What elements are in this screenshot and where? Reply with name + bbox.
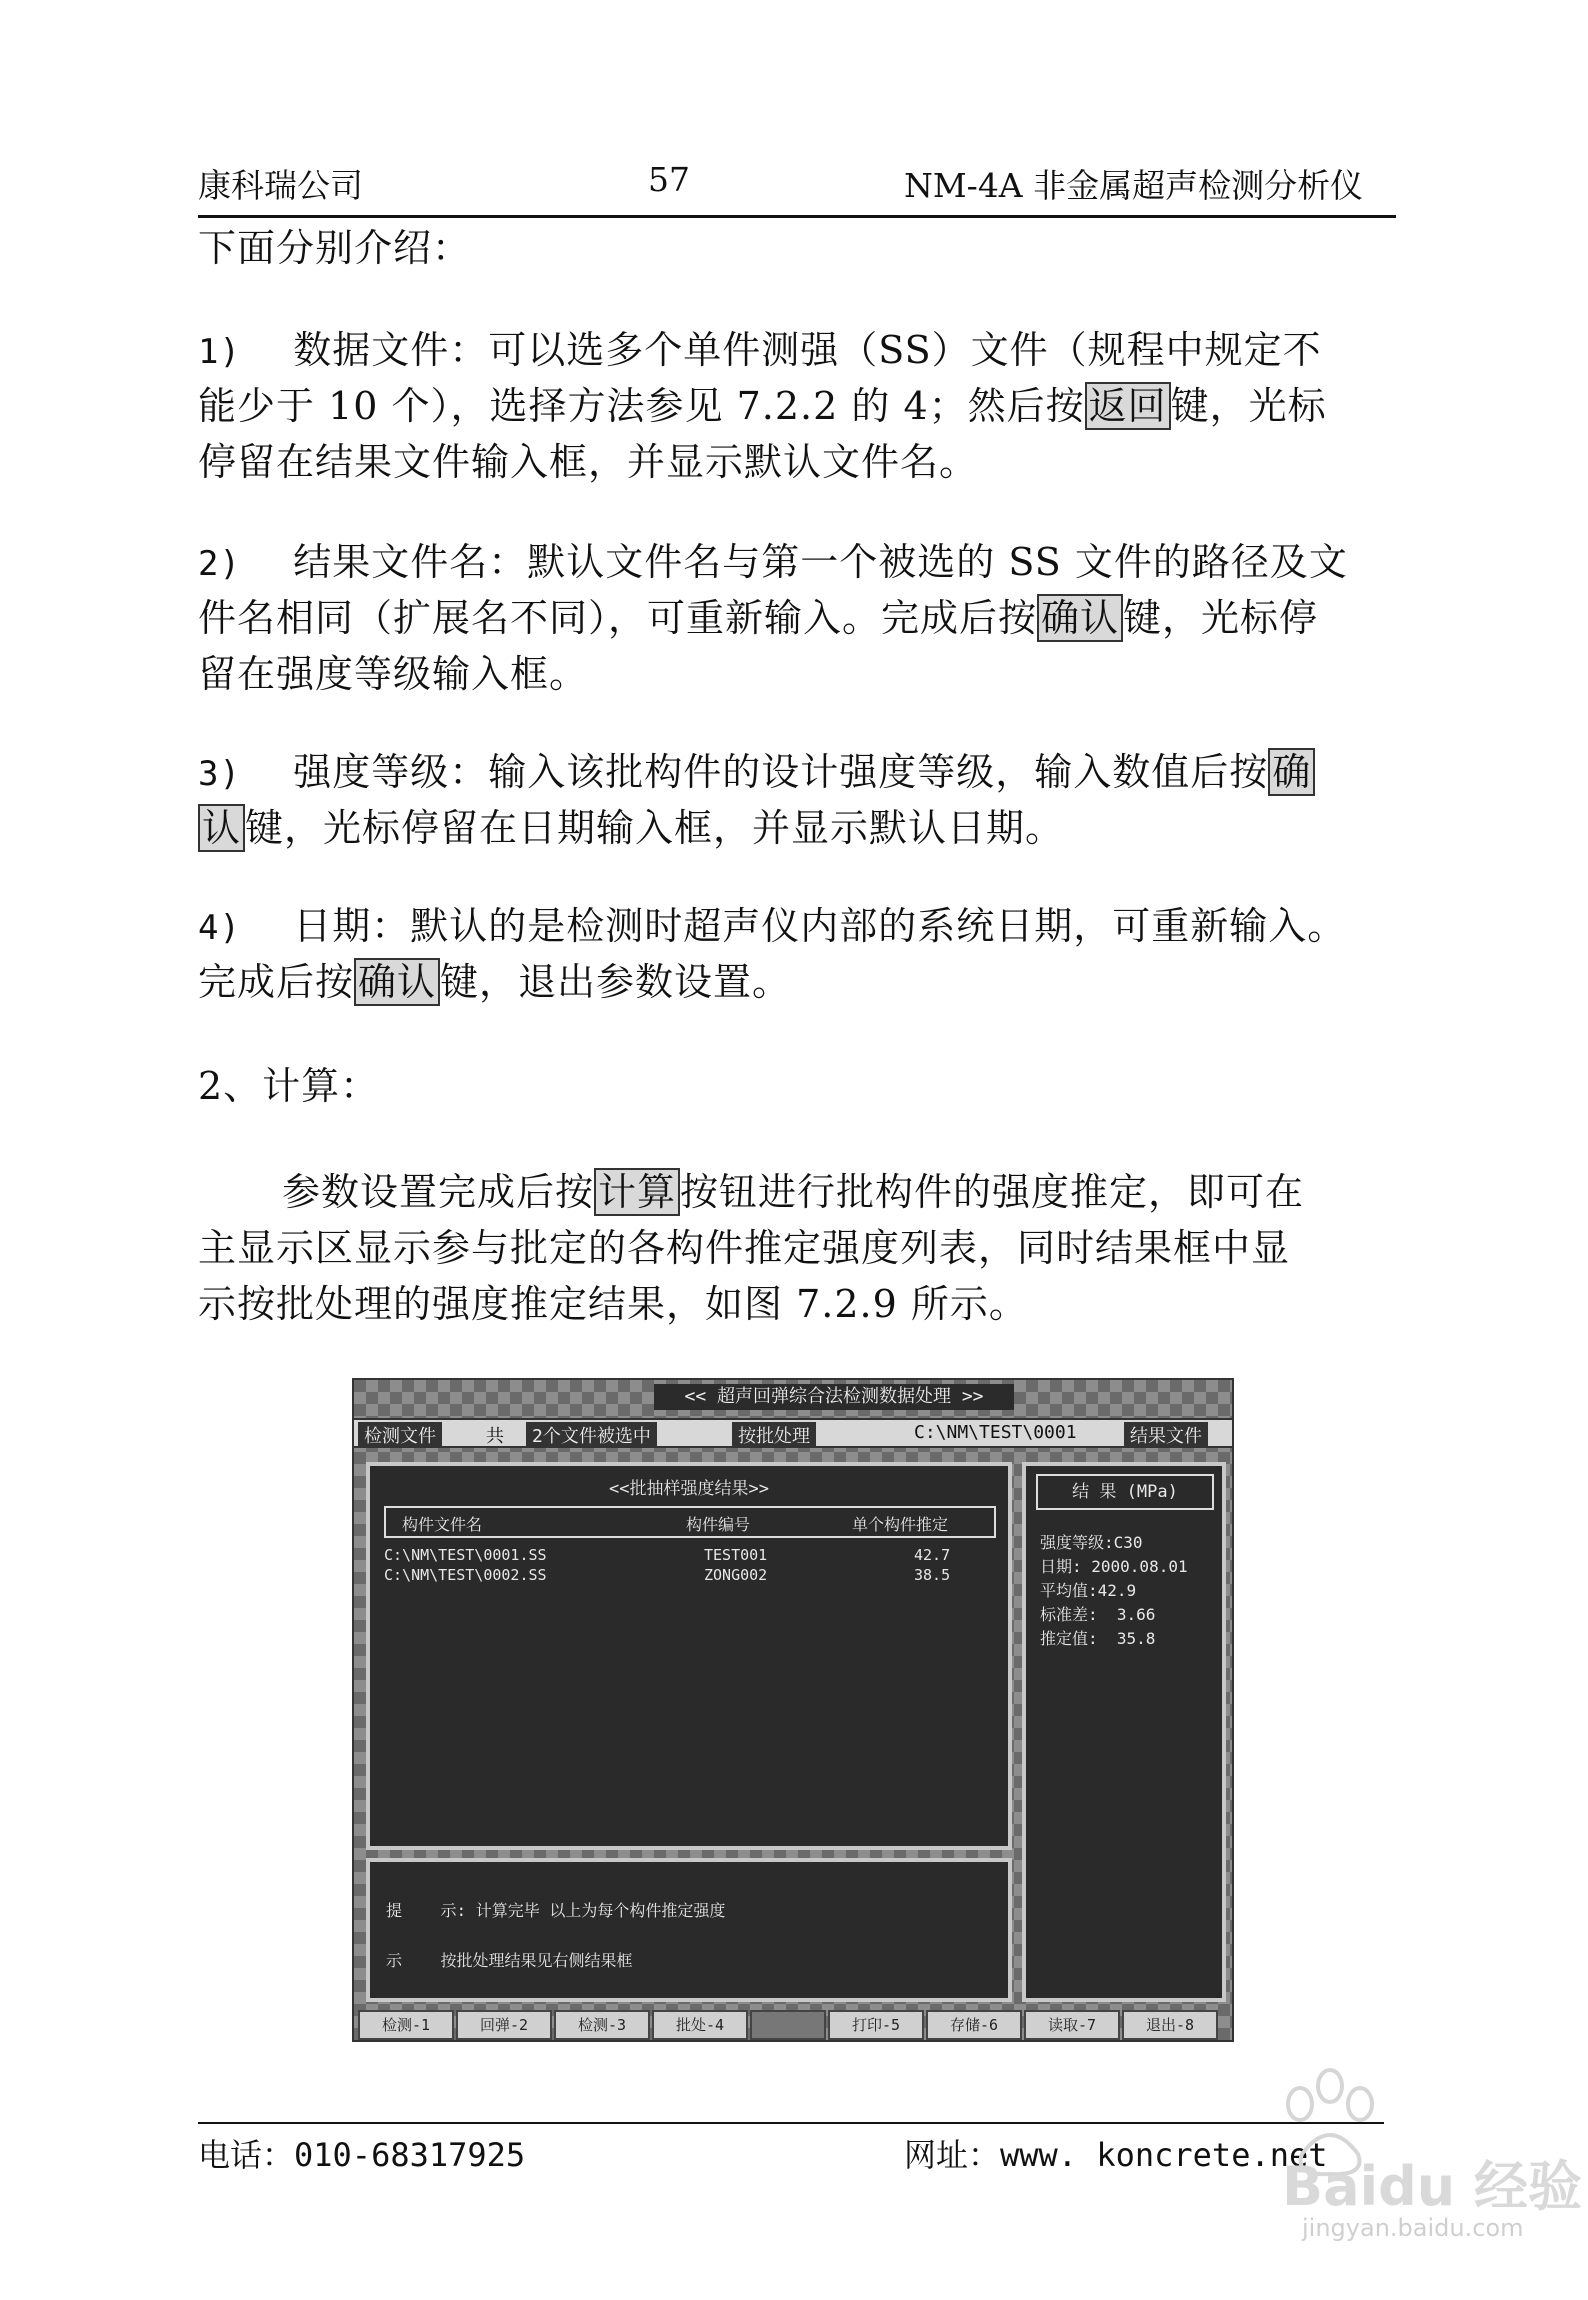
item1-line1: 1) 数据文件：可以选多个单件测强（SS）文件（规程中规定不	[198, 328, 1322, 372]
return-key-label: 返回	[1085, 382, 1171, 430]
fkey-2[interactable]: 回弹-2	[456, 2010, 552, 2040]
fkey-5[interactable]: 打印-5	[828, 2010, 924, 2040]
para-line2: 主显示区显示参与批定的各构件推定强度列表，同时结果框中显	[198, 1226, 1291, 1270]
confirm-key-label: 确认	[1037, 594, 1123, 642]
item4-number: 4)	[198, 908, 241, 948]
menu-result-file[interactable]: 结果文件	[1124, 1422, 1208, 1448]
fkey-1[interactable]: 检测-1	[358, 2010, 454, 2040]
header-page-number: 57	[648, 160, 690, 199]
item3-number: 3)	[198, 754, 241, 794]
figure-result-panel	[1022, 1462, 1226, 2002]
item3-line2: 认 键，光标停留在日期输入框，并显示默认日期。	[198, 800, 1398, 856]
item4-line2: 完成后按 确认 键，退出参数设置。	[198, 960, 792, 1004]
footer-rule	[198, 2122, 1384, 2124]
item2-line2: 件名相同（扩展名不同），可重新输入。完成后按 确认 键，光标停	[198, 596, 1319, 640]
fkey-6[interactable]: 存储-6	[926, 2010, 1022, 2040]
confirm-key-label: 确认	[354, 958, 440, 1006]
item4-line1: 4) 日期：默认的是检测时超声仪内部的系统日期，可重新输入。	[198, 904, 1347, 948]
fkey-8[interactable]: 退出-8	[1122, 2010, 1218, 2040]
result-mean: 平均值:42.9	[1040, 1581, 1137, 1600]
table-row[interactable]: C:\NM\TEST\0001.SS TEST001 42.7	[384, 1546, 951, 1564]
figure-screenshot	[352, 1378, 1234, 2042]
menu-total: 共	[486, 1426, 504, 1447]
fkey-7[interactable]: 读取-7	[1024, 2010, 1120, 2040]
header-company: 康科瑞公司	[198, 166, 363, 205]
para-line1: 参数设置完成后按 计算 按钮进行批构件的强度推定，即可在	[282, 1170, 1305, 1214]
message-line1: 提 示: 计算完毕 以上为每个构件推定强度	[386, 1901, 726, 1920]
watermark-url: jingyan.baidu.com	[1302, 2214, 1524, 2242]
intro-text: 下面分别介绍：	[198, 226, 472, 270]
menu-batch[interactable]: 按批处理	[732, 1422, 816, 1448]
confirm-key-label-part1: 确	[1268, 748, 1315, 796]
footer-website: 网址：www. koncrete.net	[904, 2136, 1328, 2174]
item2-line3: 留在强度等级输入框。	[198, 652, 589, 696]
figure-main-panel	[366, 1462, 1012, 1850]
watermark-brand: Baidu 经验	[1282, 2155, 1583, 2218]
main-table-header	[384, 1506, 996, 1538]
item1-line2: 能少于 10 个），选择方法参见 7.2.2 的 4；然后按 返回 键，光标	[198, 384, 1327, 428]
result-estimate: 推定值: 35.8	[1040, 1629, 1156, 1648]
para-line3: 示按批处理的强度推定结果，如图 7.2.9 所示。	[198, 1282, 1028, 1326]
result-date: 日期: 2000.08.01	[1040, 1557, 1188, 1576]
header-product: NM-4A 非金属超声检测分析仪	[904, 166, 1364, 205]
figure-menu-bar	[354, 1418, 1232, 1448]
fkey-blank	[750, 2010, 826, 2040]
figure-title: << 超声回弹综合法检测数据处理 >>	[654, 1384, 1014, 1410]
message-line2: 示 按批处理结果见右侧结果框	[386, 1951, 633, 1970]
item2-line1: 2) 结果文件名：默认文件名与第一个被选的 SS 文件的路径及文	[198, 540, 1348, 584]
main-panel-title: <<批抽样强度结果>>	[609, 1479, 769, 1499]
figure-message-panel	[366, 1858, 1012, 2002]
section2-heading: 2、计算：	[198, 1064, 380, 1108]
item1-line3: 停留在结果文件输入框，并显示默认文件名。	[198, 440, 979, 484]
fkey-3[interactable]: 检测-3	[554, 2010, 650, 2040]
result-grade: 强度等级:C30	[1040, 1533, 1143, 1552]
fkey-4[interactable]: 批处-4	[652, 2010, 748, 2040]
footer-phone: 电话：010-68317925	[198, 2136, 526, 2174]
menu-data-file[interactable]: 检测文件	[358, 1422, 442, 1448]
item3-line1: 3) 强度等级：输入该批构件的设计强度等级，输入数值后按 确	[198, 744, 1398, 802]
col-member-id: 构件编号	[686, 1515, 751, 1534]
header-rule	[198, 215, 1396, 218]
item1-number: 1)	[198, 332, 241, 372]
figure-function-keys	[354, 2008, 1232, 2042]
result-title: 结 果 (MPa)	[1036, 1474, 1214, 1510]
col-strength: 单个构件推定	[852, 1515, 949, 1534]
item2-number: 2)	[198, 544, 241, 584]
baidu-watermark	[1262, 2064, 1583, 2254]
result-stddev: 标准差: 3.66	[1040, 1605, 1156, 1624]
col-file-name: 构件文件名	[402, 1515, 483, 1534]
calculate-key-label: 计算	[594, 1168, 680, 1216]
menu-selected-count: 2个文件被选中	[526, 1422, 657, 1448]
menu-path: C:\NM\TEST\0001	[914, 1422, 1077, 1443]
table-row[interactable]: C:\NM\TEST\0002.SS ZONG002 38.5	[384, 1566, 951, 1584]
confirm-key-label-part2: 认	[198, 804, 245, 852]
